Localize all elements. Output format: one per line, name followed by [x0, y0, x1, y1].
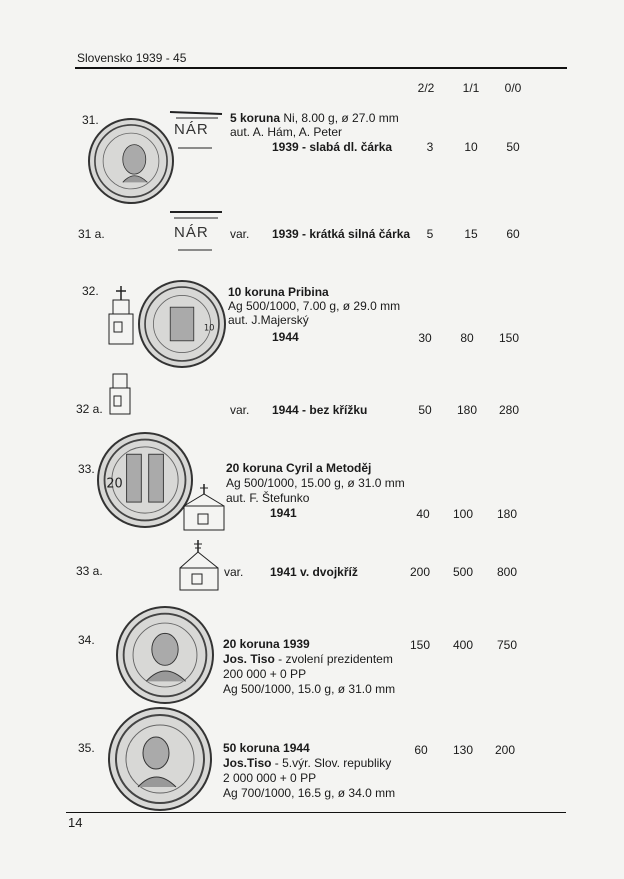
item-year: 1941 v. dvojkříž	[270, 565, 358, 579]
item-subtitle: Jos.Tiso - 5.výr. Slov. republiky	[223, 756, 392, 770]
catalog-number: 33 a.	[76, 564, 103, 578]
price-0-0: 280	[498, 403, 520, 417]
price-2-2: 150	[409, 638, 431, 652]
price-1-1: 100	[452, 507, 474, 521]
coin-20-koruna-1939-tiso-image	[116, 606, 214, 704]
nar-mark-text: NÁR	[174, 224, 209, 241]
price-2-2: 30	[418, 331, 432, 345]
price-0-0: 800	[496, 565, 518, 579]
price-1-1: 180	[456, 403, 478, 417]
price-0-0: 150	[498, 331, 520, 345]
item-title: 20 koruna Cyril a Metoděj	[226, 461, 372, 475]
price-1-1: 130	[452, 743, 474, 757]
price-1-1: 15	[464, 227, 478, 241]
price-0-0: 50	[506, 140, 520, 154]
item-year: 1939 - krátká silná čárka	[272, 227, 411, 241]
church-without-cross-icon	[108, 368, 132, 416]
grade-heading: 0/0	[504, 81, 522, 95]
item-mintage: 2 000 000 + 0 PP	[223, 771, 317, 785]
page-number: 14	[68, 815, 83, 830]
page-header-title: Slovensko 1939 - 45	[77, 51, 187, 65]
svg-text:10: 10	[203, 322, 215, 333]
catalog-number: 31 a.	[78, 227, 105, 241]
item-year: 1944 - bez křížku	[272, 403, 368, 417]
price-0-0: 60	[506, 227, 520, 241]
svg-text:20: 20	[106, 476, 123, 492]
variant-label: var.	[230, 227, 250, 241]
nar-mark-text: NÁR	[174, 121, 209, 138]
item-spec: Ag 500/1000, 15.0 g, ø 31.0 mm	[223, 682, 396, 696]
catalog-number: 33.	[78, 462, 95, 476]
coin-5-koruna-image	[88, 118, 174, 204]
price-2-2: 50	[418, 403, 432, 417]
price-1-1: 500	[452, 565, 474, 579]
item-spec: Ag 500/1000, 15.00 g, ø 31.0 mm	[226, 476, 405, 490]
price-0-0: 750	[496, 638, 518, 652]
price-2-2: 200	[409, 565, 431, 579]
item-year: 1939 - slabá dl. čárka	[272, 140, 393, 154]
price-2-2: 60	[414, 743, 428, 757]
item-year: 1941	[270, 506, 297, 520]
price-0-0: 180	[496, 507, 518, 521]
price-1-1: 80	[460, 331, 474, 345]
price-1-1: 400	[452, 638, 474, 652]
price-2-2: 40	[416, 507, 430, 521]
catalog-number: 35.	[78, 741, 95, 755]
catalog-number: 32 a.	[76, 402, 103, 416]
footer-rule	[66, 812, 566, 813]
catalog-number: 31.	[82, 113, 99, 127]
catalog-number: 32.	[82, 284, 99, 298]
price-2-2: 3	[426, 140, 434, 154]
item-title: 50 koruna 1944	[223, 741, 310, 755]
price-2-2: 5	[426, 227, 434, 241]
coin-20-koruna-cyril-metodej-image	[97, 432, 193, 528]
item-year: 1944	[272, 330, 299, 344]
item-spec: Ag 500/1000, 7.00 g, ø 29.0 mm	[228, 299, 401, 313]
item-title: 10 koruna Pribina	[228, 285, 329, 299]
coin-50-koruna-1944-tiso-image	[108, 707, 212, 811]
church-double-cross-icon	[176, 540, 222, 592]
variant-label: var.	[224, 565, 244, 579]
variant-label: var.	[230, 403, 250, 417]
grade-heading: 2/2	[417, 81, 435, 95]
coin-10-koruna-pribina-image	[138, 280, 226, 368]
catalog-number: 34.	[78, 633, 95, 647]
item-mintage: 200 000 + 0 PP	[223, 667, 307, 681]
item-author: aut. J.Majerský	[228, 313, 309, 327]
church-double-cross-icon	[180, 484, 228, 532]
item-author: aut. A. Hám, A. Peter	[230, 125, 343, 139]
header-rule	[75, 67, 567, 69]
item-title: 20 koruna 1939	[223, 637, 310, 651]
price-0-0: 200	[494, 743, 516, 757]
item-subtitle: Jos. Tiso - zvolení prezidentem	[223, 652, 393, 666]
item-author: aut. F. Štefunko	[226, 491, 310, 505]
item-title: 5 koruna Ni, 8.00 g, ø 27.0 mm	[230, 111, 399, 125]
church-with-cross-icon	[106, 286, 136, 346]
item-spec: Ag 700/1000, 16.5 g, ø 34.0 mm	[223, 786, 396, 800]
price-1-1: 10	[464, 140, 478, 154]
grade-heading: 1/1	[462, 81, 480, 95]
